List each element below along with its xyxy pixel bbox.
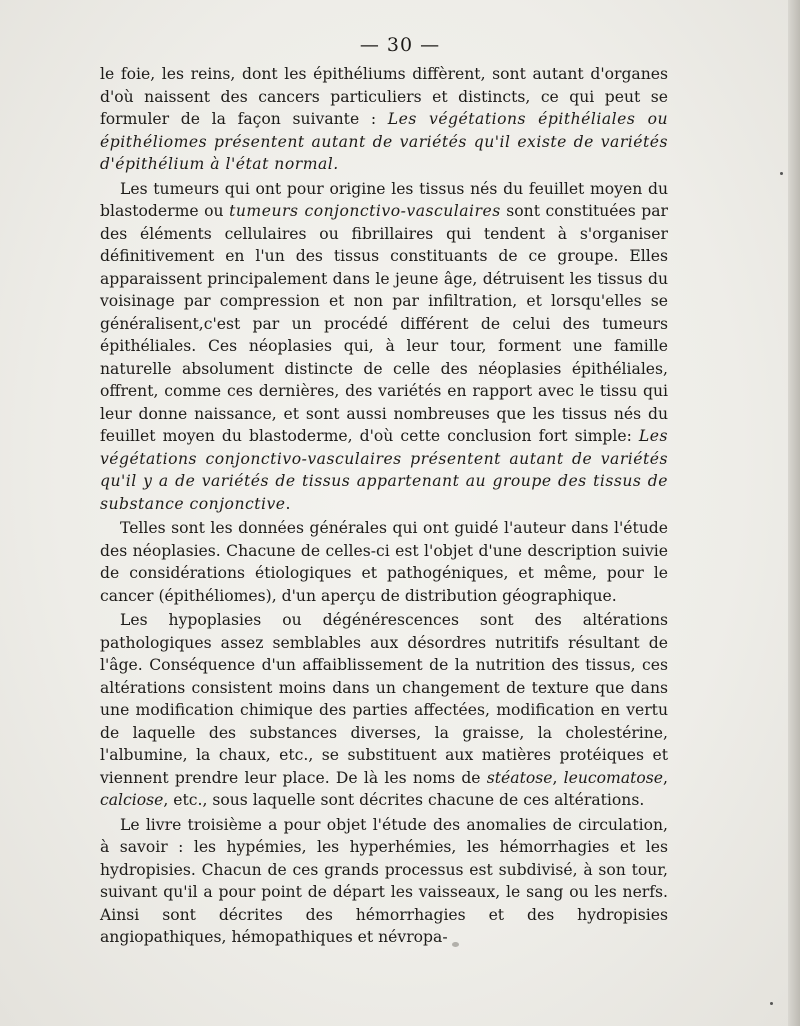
paragraph-2-text-a: Les tumeurs qui ont pour origine les tissus nés du feuillet moyen du blastoderme ou [100,179,668,220]
term-steatose: stéatose [486,768,553,787]
paragraph-2-emphasis-2: présentent autant de variétés qu'il y a de variétés de tissus appartenant au groupe des tissus de [100,449,668,490]
paragraph-2-text-c: sont constituées par des éléments cellulaires ou fibrillaires qui tendent à s'organiser définitivement en l'un des tissus constituants de ce groupe. Elles apparaissent principalement dans le jeune âge, détruisent les tissus du voisinage par compression et non par infiltration, et lorsqu'elles se généralisent,c'est par un procédé différent de celui des tumeurs épithéliales. Ces néoplasies qui, à leur tour, forment une famille naturelle absolument distincte de celle des néoplasies épithéliales, offrent, comme ces dernières, des variétés en rapport avec le tissu qui leur donne naissance, et sont aussi nombreuses que les tissus nés du feuillet moyen du blastoderme, d'où cette conclusion fort simple: [100,202,668,445]
paragraph-1 [100,63,668,176]
paragraph-1-text: le foie, les reins, dont les épithéliums diffèrent, sont autant d'organes d'où naissent des cancers particuliers et distincts, ce qui peut se formuler de la façon suivante : [100,65,668,128]
paragraph-5: Le livre troisième a pour objet l'étude des anomalies de circulation, à savoir : les hypémies, les hyperhémies, les hémorrhagies et les hydropisies. Chacun de ces grands processus est subdivisé, à son tour, suivant qu'il a pour point de départ les vaisseaux, le sang ou les nerfs. Ainsi sont décrites des hémorrhagies et des hydropisies angiopathiques, hémopathiques et névropa- [100,815,668,946]
paragraph-4-sep-1: , [552,768,564,787]
margin-mark [780,172,783,175]
paragraph-2-emphasis-1: Les végétations conjonctivo-vasculaires [100,427,668,468]
ink-speck [452,942,459,947]
paragraph-3: Telles sont les données générales qui ont guidé l'auteur dans l'étude des néoplasies. Chacune de celles-ci est l'objet d'une description suivie de considérations étiologiques et pathogéniques, et même, pour le cancer (épithéliomes), d'un aperçu de distribution géographique. [100,519,668,605]
paragraph-4 [100,609,668,812]
paragraph-2-end: . [285,494,291,513]
paragraph-2-term: tumeurs conjonctivo-vasculaires [229,202,501,220]
paragraph-4-end: , etc., sous laquelle sont décrites chacune de ces altérations. [163,791,645,809]
body-text [100,63,668,949]
margin-mark [770,1002,773,1005]
paragraph-2 [100,178,668,516]
paragraph-4-sep-2: , [663,768,668,787]
paragraph-2-emphasis-3: substance conjonctive [100,494,286,513]
paragraph-4-text-a: Les hypoplasies ou dégénérescences sont des altérations pathologiques assez semblables aux désordres nutritifs résultant de l'âge. Conséquence d'un affaiblissement de la nutrition des tissus, ces altérations consistent moins dans un changement de texture que dans une modification chimique des parties affectées, modification en vertu de laquelle des substances diverses, la graisse, la cholestérine, l'albumine, la chaux, etc., se substituent aux matières protéiques et viennent prendre leur place. De là les noms de [100,611,668,787]
term-leucomatose: leucomatose [563,768,664,787]
page-number: — 30 — [359,34,441,56]
term-calciose: calciose [100,791,164,809]
paragraph-1-emphasis: Les végétations épithéliales ou épithéliomes présentent autant de variétés qu'il existe de variétés d'épithélium à l'état normal. [100,110,668,173]
page-edge-shadow [788,0,800,1026]
